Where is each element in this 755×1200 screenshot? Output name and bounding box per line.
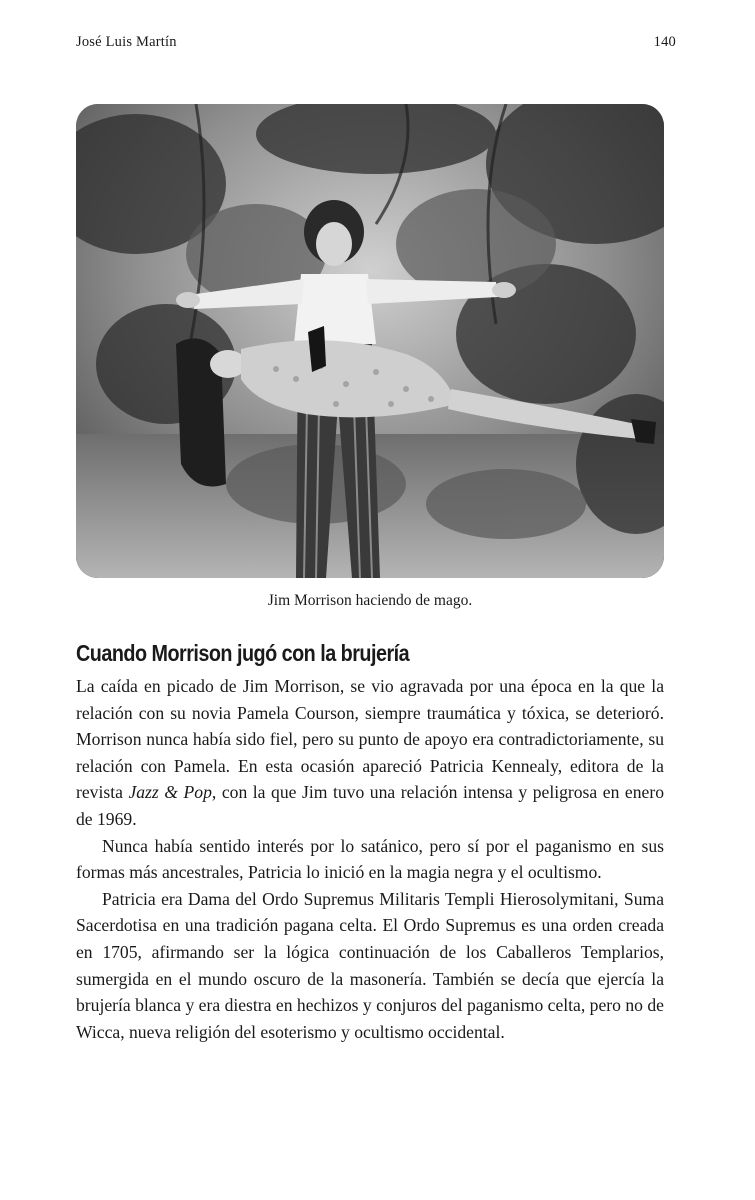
- section-heading: Cuando Morrison jugó con la brujería: [76, 640, 410, 666]
- page-number: 140: [653, 34, 676, 50]
- running-head: [76, 34, 676, 54]
- author-name: José Luis Martín: [76, 34, 177, 50]
- paragraph-1: [76, 673, 664, 833]
- paragraph-3: Patricia era Dama del Ordo Supremus Militaris Templi Hierosolymitani, Suma Sacerdotisa en una tradición pagana celta. El Ordo Supremus es una orden creada en 1705, afirmando ser la lógica continuación de los Caballeros Templarios, sumergida en el mundo oscuro de la masonería. También se decía que ejercía la brujería blanca y era diestra en hechizos y conjuros del paganismo celta, pero no de Wicca, nueva religión del esoterismo y ocultismo occidental.: [76, 888, 664, 1042]
- paragraph-1-part-a: La caída en picado de Jim Morrison, se vio agravada por una época en la que la relación con su novia Pamela Courson, siempre traumática y tóxica, se deterioró. Morrison nunca había sido fiel, pero su punto de apoyo era contradictoriamente, su relación con Pamela. En esta ocasión apareció Patricia Kennealy, editora de la revista: [76, 676, 664, 803]
- body-text: [76, 673, 664, 1045]
- paragraph-2: Nunca había sentido interés por lo satánico, pero sí por el paganismo en sus formas más ancestrales, Patricia lo inició en la magia negra y el ocultismo.: [76, 835, 664, 883]
- paragraph-1-part-b: , con la que Jim tuvo una relación intensa y peligrosa en enero de 1969.: [76, 782, 664, 829]
- magazine-title: Jazz & Pop: [128, 782, 212, 803]
- photograph: [76, 104, 664, 578]
- figure-caption: Jim Morrison haciendo de mago.: [267, 592, 473, 609]
- photo-man-levitating-woman-icon: [76, 104, 664, 578]
